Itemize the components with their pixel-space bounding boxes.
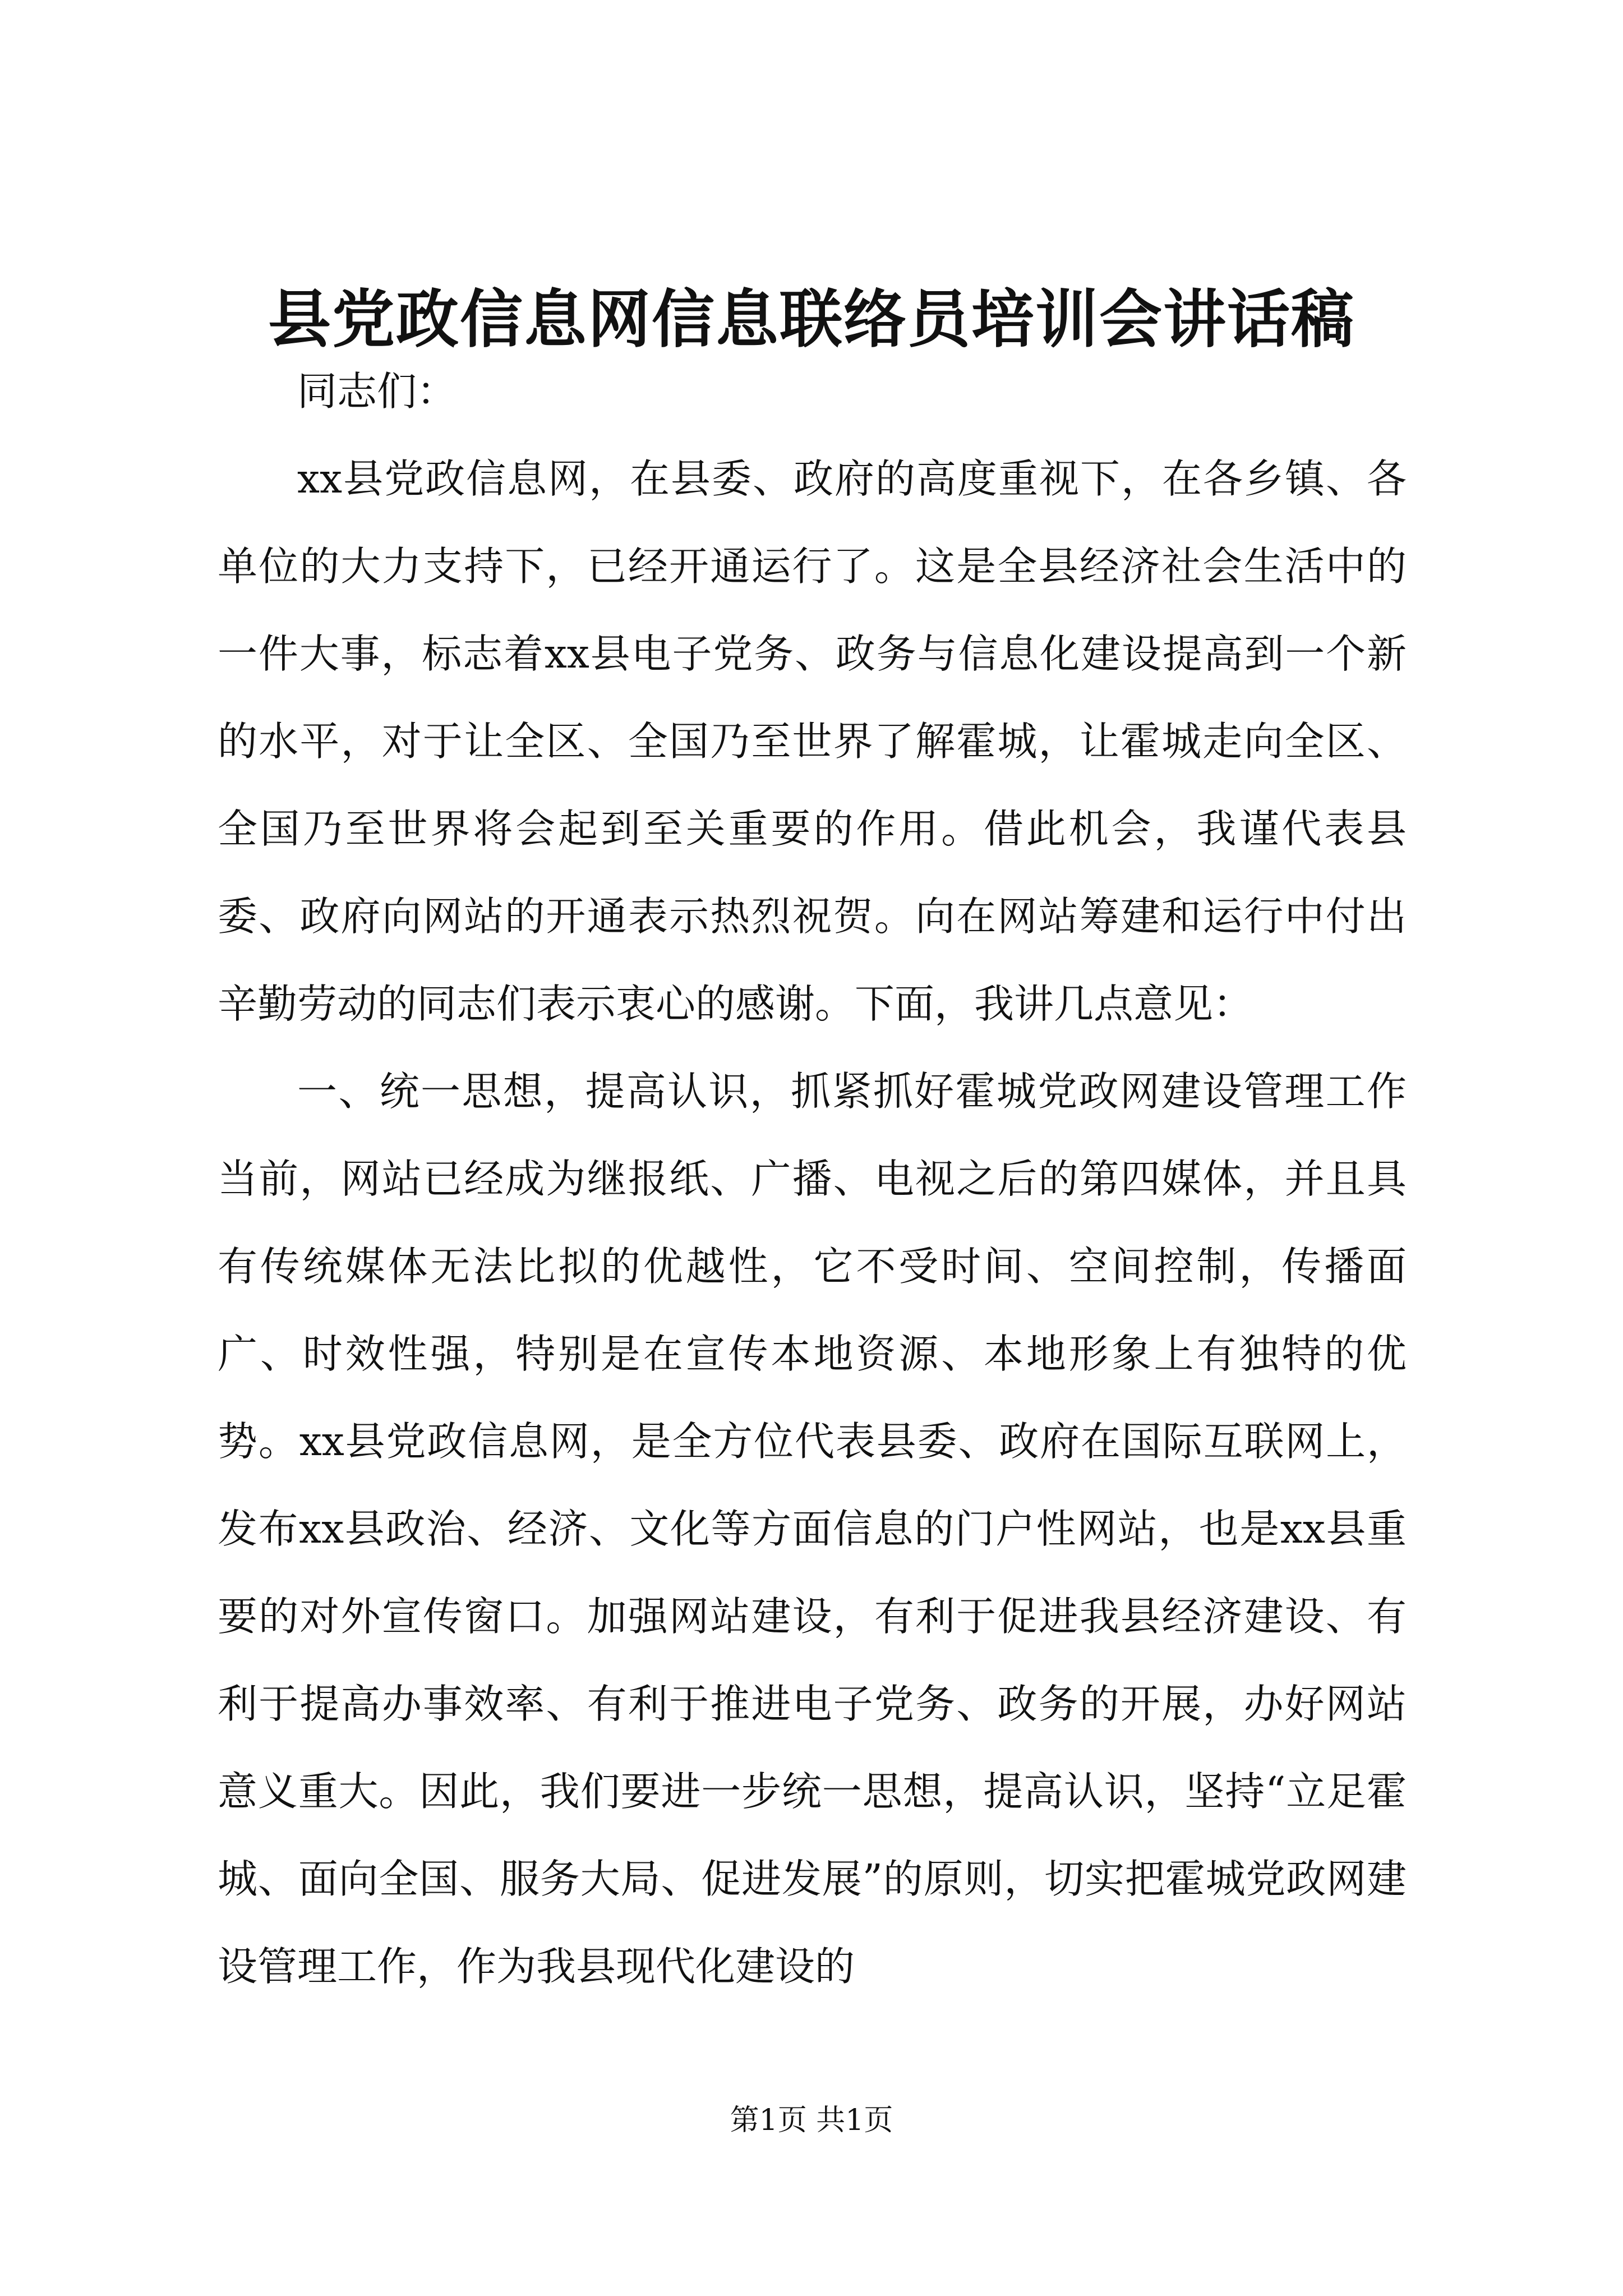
page-footer: 第1页 共1页 xyxy=(730,2104,893,2137)
salutation: 同志们： xyxy=(297,368,457,415)
document-body xyxy=(218,348,1407,2010)
paragraph-section-one: 一、统一思想，提高认识，抓紧抓好霍城党政网建设管理工作当前，网站已经成为继报纸、广播、电视之后的第四媒体，并且具有传统媒体无法比拟的优越性，它不受时间、空间控制，传播面广、时效性强，特别是在宣传本地资源、本地形象上有独特的优势。xx县党政信息网，是全方位代表县委、政府在国际互联网上，发布xx县政治、经济、文化等方面信息的门户性网站，也是xx县重要的对外宣传窗口。加强网站建设，有利于促进我县经济建设、有利于提高办事效率、有利于推进电子党务、政务的开展，办好网站意义重大。因此，我们要进一步统一思想，提高认识，坚持“立足霍城、面向全国、服务大局、促进发展”的原则，切实把霍城党政网建设管理工作，作为我县现代化建设的 xyxy=(218,1068,1407,1990)
document-title: 县党政信息网信息联络员培训会讲话稿 xyxy=(268,283,1355,356)
paragraph-intro: xx县党政信息网，在县委、政府的高度重视下，在各乡镇、各单位的大力支持下，已经开通运行了。这是全县经济社会生活中的一件大事，标志着xx县电子党务、政务与信息化建设提高到一个新的水平，对于让全区、全国乃至世界了解霍城，让霍城走向全区、全国乃至世界将会起到至关重要的作用。借此机会，我谨代表县委、政府向网站的开通表示热烈祝贺。向在网站筹建和运行中付出辛勤劳动的同志们表示衷心的感谢。下面，我讲几点意见： xyxy=(218,455,1407,1027)
